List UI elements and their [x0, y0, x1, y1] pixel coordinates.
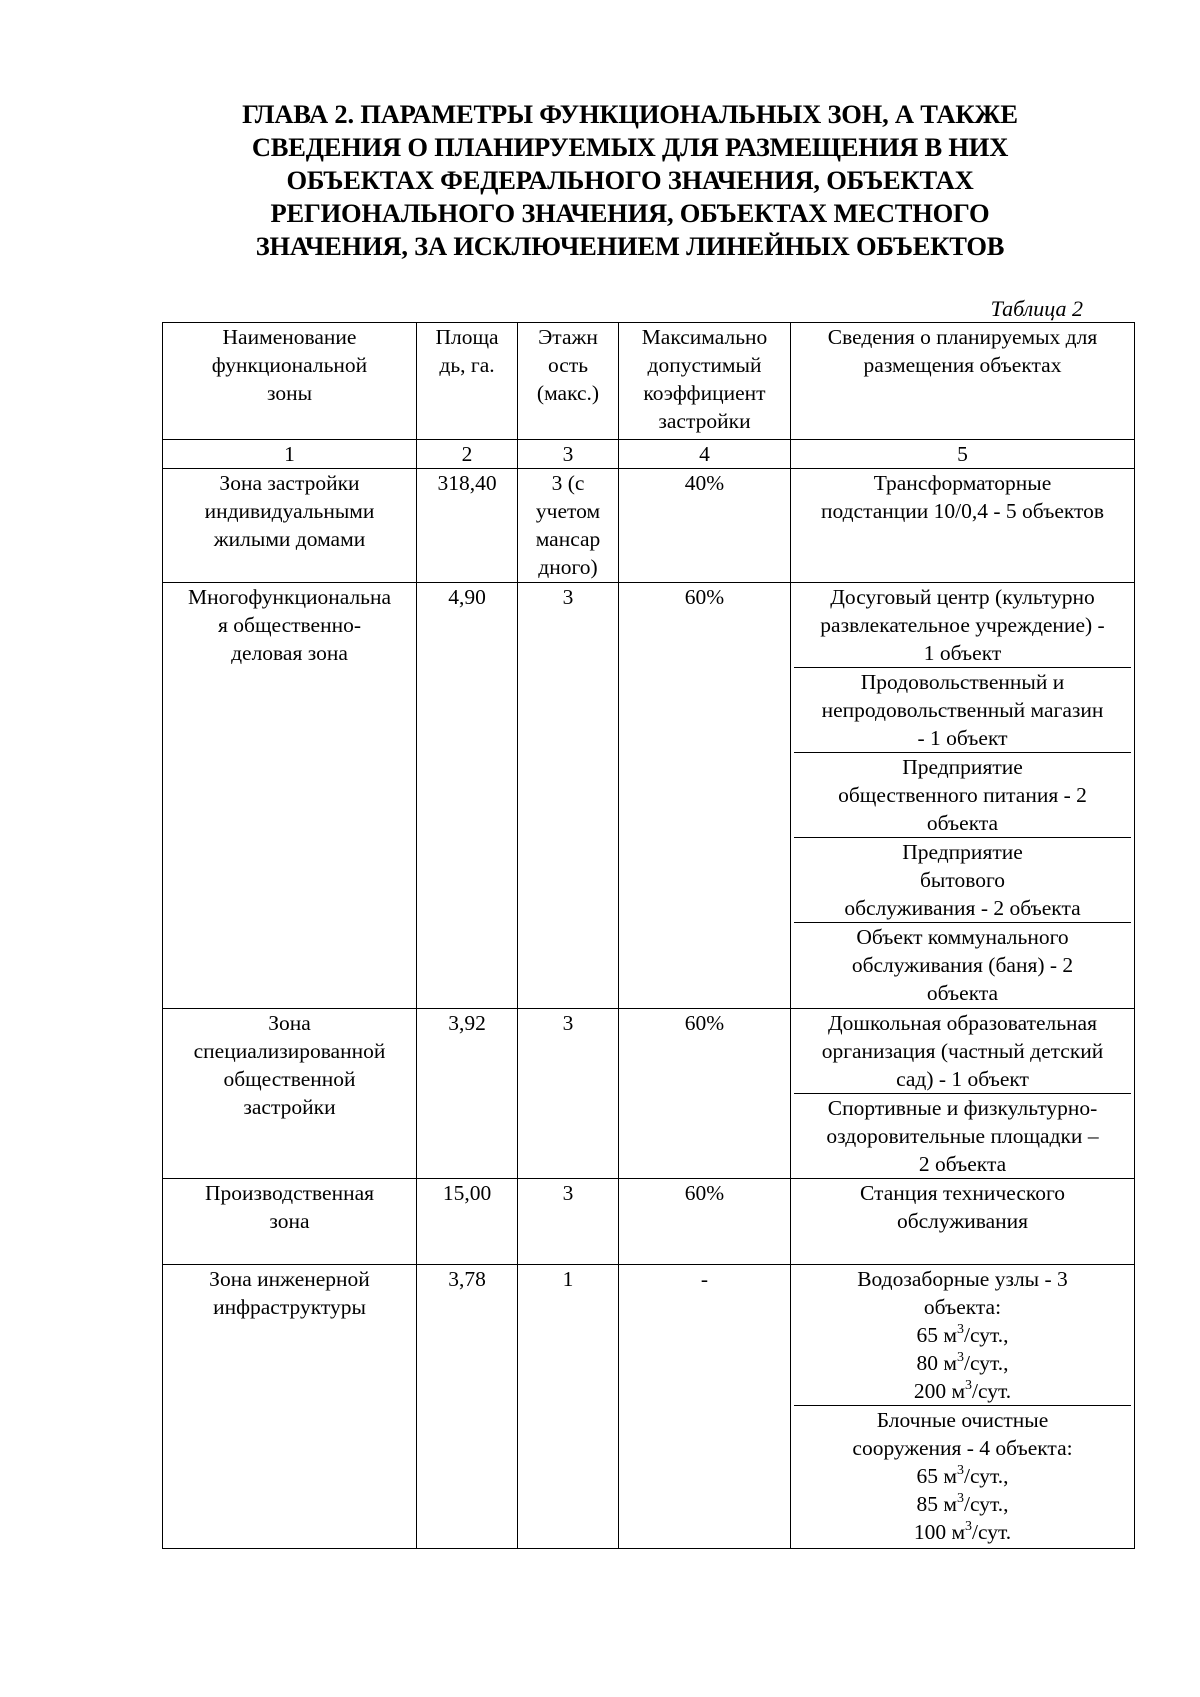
table-row — [163, 1265, 1135, 1549]
floors-cell: 3 — [518, 583, 619, 1009]
floors-cell: 3 — [518, 1179, 619, 1265]
table-row — [163, 469, 1135, 583]
planned-object: Предприятие бытового обслуживания - 2 объекта — [794, 837, 1131, 922]
coefficient-cell: 60% — [619, 1009, 791, 1179]
header-zone-name: Наименование функциональной зоны — [163, 323, 417, 440]
column-numbers-row — [163, 440, 1135, 469]
column-number: 1 — [163, 440, 417, 469]
column-number: 5 — [791, 440, 1135, 469]
planned-object: Дошкольная образовательная организация (частный детский сад) - 1 объект — [821, 1011, 1104, 1091]
coefficient-cell: 40% — [619, 469, 791, 583]
planned-object: Водозаборные узлы - 3 объекта: 65 $м^3$/сут., 80 $м^3$/сут., 200 $м^3$/сут. — [857, 1267, 1068, 1403]
area-cell: 4,90 — [417, 583, 518, 1009]
floors-cell: 3 — [518, 1009, 619, 1179]
zone-name-cell: Зона застройки индивидуальными жилыми домами — [163, 469, 417, 583]
planned-object: Блочные очистные сооружения - 4 объекта: 65 $м^3$/сут., 85 $м^3$/сут., 100 $м^3$/сут. — [794, 1405, 1131, 1546]
coefficient-cell: 60% — [619, 1179, 791, 1265]
objects-cell — [791, 469, 1135, 583]
floors-cell: 3 (с учетом мансар дного) — [518, 469, 619, 583]
planned-object: Предприятие общественного питания - 2 объекта — [794, 752, 1131, 837]
heading-line: ЗНАЧЕНИЯ, ЗА ИСКЛЮЧЕНИЕМ ЛИНЕЙНЫХ ОБЪЕКТОВ — [255, 231, 1005, 261]
header-floors: Этажн ость (макс.) — [518, 323, 619, 440]
header-area: Площа дь, га. — [417, 323, 518, 440]
table-caption: Таблица 2 — [990, 296, 1083, 321]
area-cell: 15,00 — [417, 1179, 518, 1265]
heading-line: СВЕДЕНИЯ О ПЛАНИРУЕМЫХ ДЛЯ РАЗМЕЩЕНИЯ В НИХ — [251, 132, 1009, 162]
header-coefficient: Максимально допустимый коэффициент застройки — [619, 323, 791, 440]
planned-object: Трансформаторные подстанции 10/0,4 - 5 объектов — [820, 471, 1105, 523]
objects-cell — [791, 1009, 1135, 1179]
heading-line: ОБЪЕКТАХ ФЕДЕРАЛЬНОГО ЗНАЧЕНИЯ, ОБЪЕКТАХ — [286, 165, 974, 195]
table-row — [163, 1179, 1135, 1265]
header-row — [163, 323, 1135, 440]
heading-line: РЕГИОНАЛЬНОГО ЗНАЧЕНИЯ, ОБЪЕКТАХ МЕСТНОГО — [270, 198, 990, 228]
zone-name-cell: Производственная зона — [163, 1179, 417, 1265]
table-row — [163, 1009, 1135, 1179]
chapter-heading — [150, 98, 1110, 263]
planned-object: Продовольственный и непродовольственный магазин - 1 объект — [794, 667, 1131, 752]
planned-object: Досуговый центр (культурно развлекательное учреждение) - 1 объект — [820, 585, 1105, 665]
objects-cell — [791, 583, 1135, 1009]
area-cell: 318,40 — [417, 469, 518, 583]
table-row — [163, 583, 1135, 1009]
planned-object: Объект коммунального обслуживания (баня) - 2 объекта — [794, 922, 1131, 1007]
planned-object: Станция технического обслуживания — [859, 1181, 1066, 1233]
floors-cell: 1 — [518, 1265, 619, 1549]
coefficient-cell: 60% — [619, 583, 791, 1009]
zones-table — [162, 322, 1135, 1549]
zone-name-cell: Многофункциональна я общественно- деловая зона — [163, 583, 417, 1009]
area-cell: 3,78 — [417, 1265, 518, 1549]
objects-cell — [791, 1179, 1135, 1265]
header-objects: Сведения о планируемых для размещения объектах — [791, 323, 1135, 440]
heading-line: ГЛАВА 2. ПАРАМЕТРЫ ФУНКЦИОНАЛЬНЫХ ЗОН, А ТАКЖЕ — [242, 99, 1018, 129]
column-number: 4 — [619, 440, 791, 469]
zone-name-cell: Зона специализированной общественной застройки — [163, 1009, 417, 1179]
coefficient-cell: - — [619, 1265, 791, 1549]
area-cell: 3,92 — [417, 1009, 518, 1179]
zone-name-cell: Зона инженерной инфраструктуры — [163, 1265, 417, 1549]
column-number: 2 — [417, 440, 518, 469]
objects-cell — [791, 1265, 1135, 1549]
column-number: 3 — [518, 440, 619, 469]
planned-object: Спортивные и физкультурно- оздоровительные площадки – 2 объекта — [794, 1093, 1131, 1178]
